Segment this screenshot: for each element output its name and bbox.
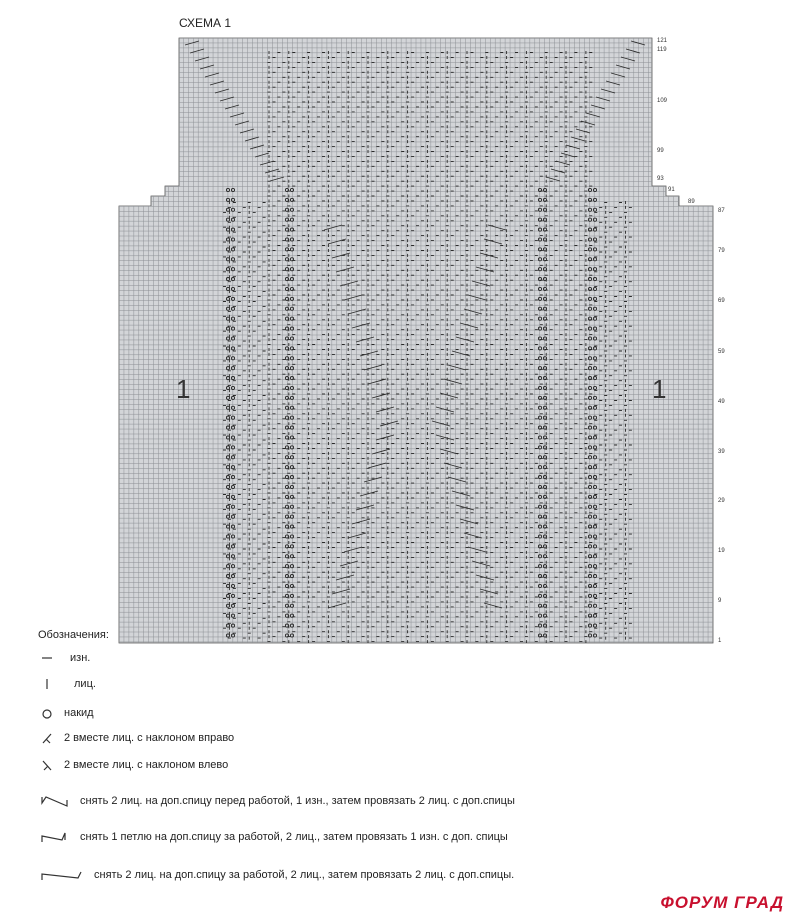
legend-item-k2tog-right xyxy=(40,729,234,747)
chart-title: СХЕМА 1 xyxy=(179,16,232,30)
forum-grad-watermark: ФОРУМ ГРАД xyxy=(660,893,784,912)
row-label: 89 xyxy=(688,199,695,205)
k2tog-left-icon xyxy=(40,758,54,772)
side-panel-left-label: 1 xyxy=(176,374,191,404)
row-label: 119 xyxy=(657,47,667,53)
row-label: 79 xyxy=(718,248,725,254)
row-label: 93 xyxy=(657,176,664,182)
k2tog-right-icon xyxy=(40,731,54,745)
legend-label: снять 1 петлю на доп.спицу за работой, 2 лиц., затем провязать 1 изн. с доп. спицы xyxy=(80,831,508,843)
legend-item-cable-back-purl xyxy=(40,828,508,846)
row-label: 99 xyxy=(657,148,664,154)
row-label: 109 xyxy=(657,98,668,104)
legend-item-knit xyxy=(40,675,96,693)
row-label: 87 xyxy=(718,208,725,214)
legend-label: накид xyxy=(64,707,94,719)
purl-dash-icon xyxy=(40,651,54,665)
cable-back-purl-icon xyxy=(40,830,70,844)
row-label: 121 xyxy=(657,38,668,44)
side-panel-right-label: 1 xyxy=(652,374,667,404)
legend-label: 2 вместе лиц. с наклоном вправо xyxy=(64,732,235,744)
legend-item-k2tog-left xyxy=(40,756,228,774)
legend-label: лиц. xyxy=(74,678,96,690)
row-label: 59 xyxy=(718,349,725,355)
legend-item-purl xyxy=(40,649,90,667)
row-label: 91 xyxy=(668,187,675,193)
legend-label: изн. xyxy=(70,652,91,664)
row-label: 49 xyxy=(718,399,725,405)
row-label: 69 xyxy=(718,298,725,304)
legend-label: снять 2 лиц. на доп.спицу за работой, 2 лиц., затем провязать 2 лиц. с доп.спицы. xyxy=(94,869,515,881)
cable-front-icon xyxy=(40,794,70,808)
row-label: 29 xyxy=(718,498,725,504)
cable-back-icon xyxy=(40,868,84,882)
row-label: 9 xyxy=(718,598,722,604)
legend-item-cable-front xyxy=(40,792,515,810)
legend-title: Обозначения: xyxy=(38,629,109,641)
legend-label: снять 2 лиц. на доп.спицу перед работой, 1 изн., затем провязать 2 лиц. с доп.спицы xyxy=(80,795,515,807)
knit-bar-icon xyxy=(40,677,54,691)
row-label: 39 xyxy=(718,449,725,455)
legend-label: 2 вместе лиц. с наклоном влево xyxy=(64,759,229,771)
row-label: 19 xyxy=(718,548,725,554)
legend-item-yarn-over xyxy=(40,704,94,722)
row-label: 1 xyxy=(718,638,722,644)
yarn-over-circle-icon xyxy=(40,706,54,720)
legend-item-cable-back xyxy=(40,866,514,884)
